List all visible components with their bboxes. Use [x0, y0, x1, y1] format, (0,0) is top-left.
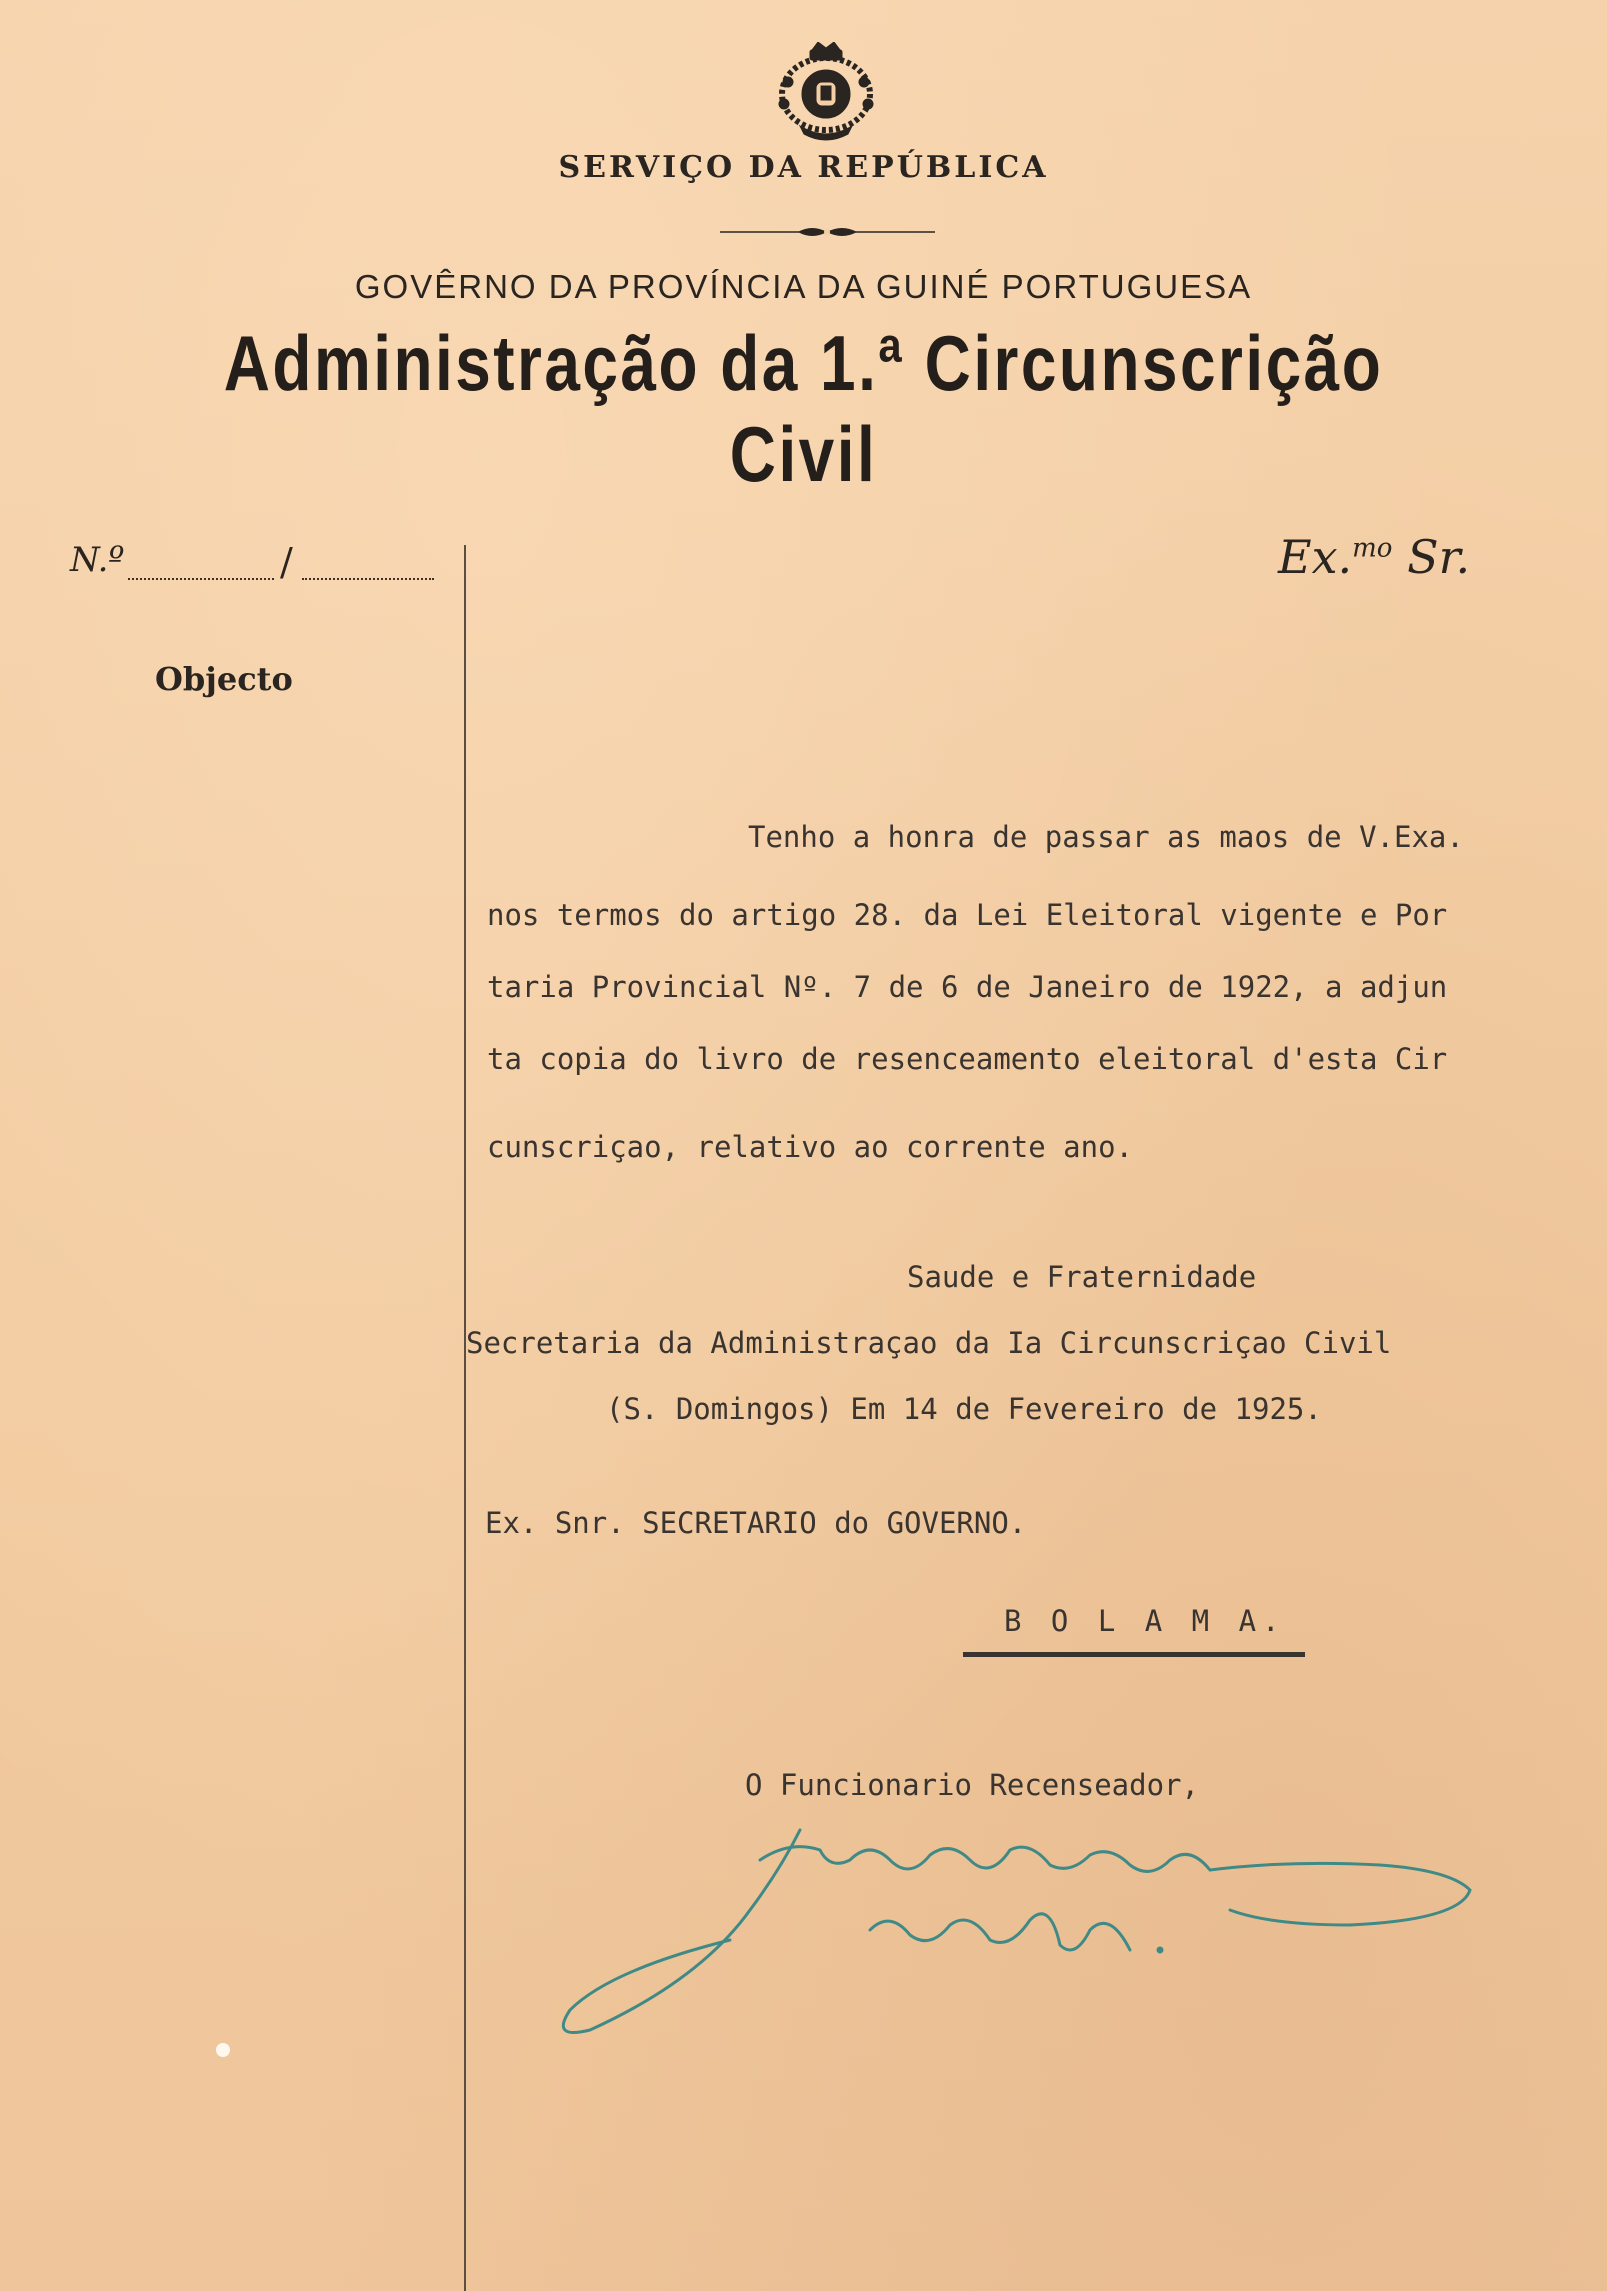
government-heading: GOVÊRNO DA PROVÍNCIA DA GUINÉ PORTUGUESA [354, 268, 1253, 305]
salutation-prefix: Ex. [1278, 530, 1353, 584]
body-line: taria Provincial Nº. 7 de 6 de Janeiro de 1922, a adjun [487, 970, 1448, 1004]
administration-title: Administração da 1.ª Circunscrição Civil [223, 319, 1384, 498]
location: B O L A M A. [1004, 1604, 1286, 1638]
body-line: nos termos do artigo 28. da Lei Eleitoral vigente e Por [487, 898, 1448, 932]
coat-of-arms-icon [770, 42, 882, 142]
addressee: Ex. Snr. SECRETARIO do GOVERNO. [485, 1506, 1027, 1540]
location-underline [963, 1652, 1305, 1657]
margin-rule [464, 545, 466, 2291]
signatory-title: O Funcionario Recenseador, [745, 1768, 1199, 1802]
closing-greeting: Saude e Fraternidade [907, 1260, 1257, 1294]
number-year-line [302, 578, 434, 580]
date-line: (S. Domingos) Em 14 de Fevereiro de 1925. [606, 1392, 1322, 1426]
service-heading: SERVIÇO DA REPÚBLICA [558, 150, 1049, 185]
divider-ornament [720, 224, 935, 240]
handwritten-signature [530, 1800, 1480, 2060]
secretariat-line: Secretaria da Administraçao da Ia Circunscriçao Civil [466, 1326, 1392, 1360]
body-line: ta copia do livro de resenceamento eleitoral d'esta Cir [487, 1042, 1448, 1076]
salutation-suffix: Sr. [1392, 530, 1471, 584]
number-field-line [128, 578, 274, 580]
subject-label: Objecto [155, 660, 293, 698]
salutation [1278, 530, 1470, 584]
body-line: Tenho a honra de passar as maos de V.Exa. [748, 820, 1464, 854]
punch-hole [216, 2043, 230, 2057]
salutation-superscript: mo [1352, 533, 1393, 564]
body-line: cunscriçao, relativo ao corrente ano. [487, 1130, 1134, 1164]
number-separator: / [280, 540, 293, 584]
number-label: N.º [70, 540, 125, 580]
